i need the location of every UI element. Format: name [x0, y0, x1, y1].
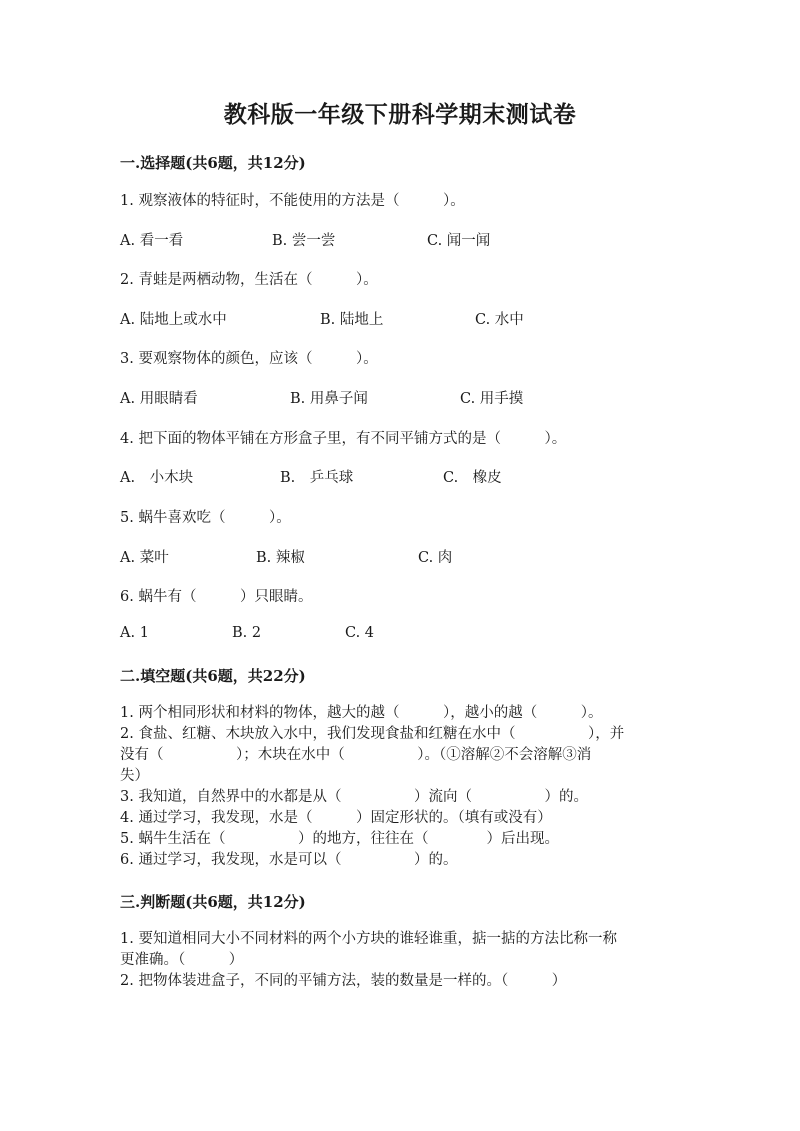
- option: B. 辣椒: [256, 550, 305, 566]
- question-text: 6. 蜗牛有（ ）只眼睛。: [120, 589, 313, 605]
- option: B. 尝一尝: [272, 233, 336, 249]
- option-row: [120, 308, 680, 328]
- question-text: 4. 把下面的物体平铺在方形盒子里，有不同平铺方式的是（ ）。: [120, 431, 567, 447]
- option: C. 4: [345, 625, 375, 641]
- page-title: 教科版一年级下册科学期末测试卷: [223, 101, 577, 128]
- question-text: 3. 要观察物体的颜色，应该（ ）。: [120, 351, 378, 367]
- option-row: [120, 229, 680, 249]
- option-row: [120, 546, 680, 566]
- section-heading-fill: 二.填空题(共6题，共22分): [120, 667, 306, 685]
- section-heading-judge: 三.判断题(共6题，共12分): [120, 893, 306, 911]
- judge-line: 更准确。（ ）: [120, 952, 244, 968]
- fill-line: 6. 通过学习，我发现，水是可以（ ）的。: [120, 852, 458, 868]
- option-row: [120, 466, 680, 486]
- option: B. 陆地上: [320, 312, 384, 328]
- fill-line: 3. 我知道，自然界中的水都是从（ ）流向（ ）的。: [120, 789, 588, 805]
- option: B. 2: [232, 625, 262, 641]
- judge-line: 1. 要知道相同大小不同材料的两个小方块的谁轻谁重，掂一掂的方法比称一称: [120, 931, 617, 947]
- option: A. 看一看: [120, 233, 184, 249]
- option: B. 用鼻子闻: [290, 391, 368, 407]
- option-row: [120, 625, 680, 645]
- option: A. 用眼睛看: [120, 391, 198, 407]
- fill-line: 5. 蜗牛生活在（ ）的地方，往往在（ ）后出现。: [120, 831, 559, 847]
- fill-line: 失）: [120, 768, 149, 784]
- question-text: 2. 青蛙是两栖动物，生活在（ ）。: [120, 272, 378, 288]
- option: C. 橡皮: [443, 470, 502, 486]
- option: A. 小木块: [120, 470, 194, 486]
- option: C. 闻一闻: [427, 233, 491, 249]
- fill-line: 1. 两个相同形状和材料的物体，越大的越（ ），越小的越（ ）。: [120, 705, 603, 721]
- fill-line: 4. 通过学习，我发现，水是（ ）固定形状的。（填有或没有）: [120, 810, 552, 826]
- question-text: 5. 蜗牛喜欢吃（ ）。: [120, 510, 291, 526]
- option: C. 用手摸: [460, 391, 524, 407]
- fill-line: 没有（ ）；木块在水中（ ）。（①溶解②不会溶解③消: [120, 747, 592, 763]
- fill-line: 2. 食盐、红糖、木块放入水中，我们发现食盐和红糖在水中（ ），并: [120, 726, 625, 742]
- option: B. 乒乓球: [280, 470, 354, 486]
- option: A. 菜叶: [120, 550, 169, 566]
- section-heading-choice: 一.选择题(共6题，共12分): [120, 154, 306, 172]
- option: C. 肉: [418, 550, 453, 566]
- judge-line: 2. 把物体装进盒子，不同的平铺方法，装的数量是一样的。（ ）: [120, 973, 567, 989]
- question-text: 1. 观察液体的特征时，不能使用的方法是（ ）。: [120, 193, 465, 209]
- option: C. 水中: [475, 312, 524, 328]
- option: A. 1: [120, 625, 149, 641]
- option: A. 陆地上或水中: [120, 312, 227, 328]
- option-row: [120, 387, 680, 407]
